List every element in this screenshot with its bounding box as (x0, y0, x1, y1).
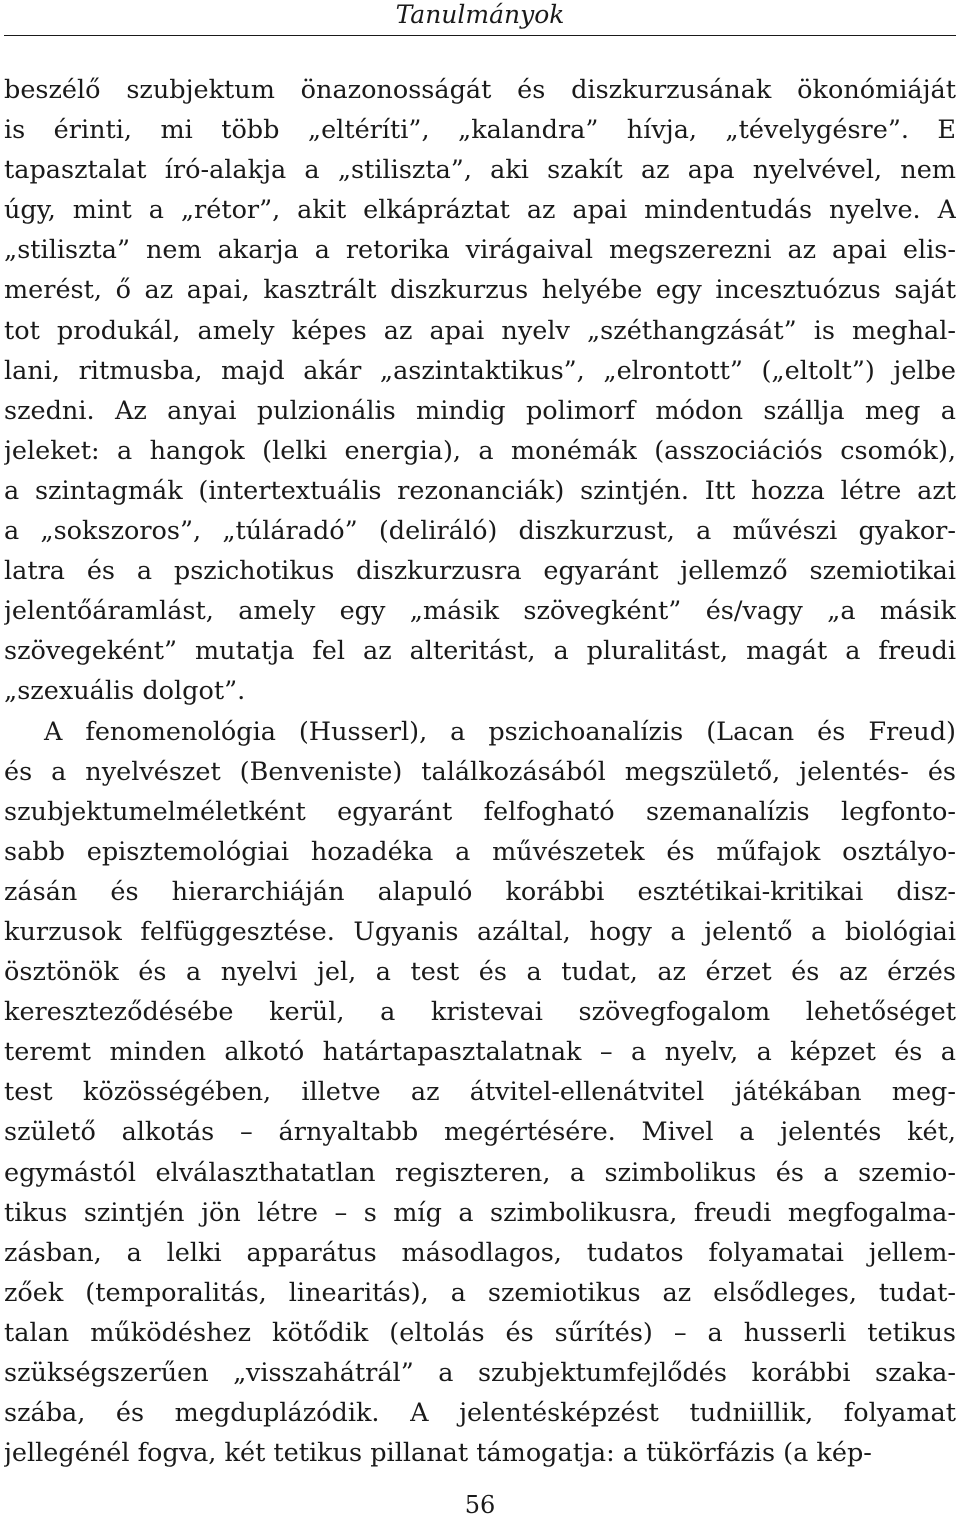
text-line: lani, ritmusba, majd akár „aszintaktikus”, „elrontott” („eltolt”) jelbe (4, 355, 956, 386)
text-line: zőek (temporalitás, linearitás), a szemiotikus az elsődleges, tudat- (4, 1277, 956, 1308)
text-line: egymástól elválaszthatatlan regiszteren, a szimbolikus és a szemio- (4, 1157, 956, 1188)
text-line: ösztönök és a nyelvi jel, a test és a tudat, az érzet és az érzés (4, 957, 956, 988)
text-line: sabb episztemológiai hozadéka a művészetek és műfajok osztályo- (4, 836, 956, 867)
text-line: is érinti, mi több „eltéríti”, „kalandra” hívja, „tévelygésre”. E (4, 115, 956, 146)
text-line: latra és a pszichotikus diszkurzusra egyaránt jellemző szemiotikai (4, 556, 956, 587)
text-line: a „sokszoros”, „túláradó” (deliráló) diszkurzust, a művészi gyakor- (4, 516, 956, 547)
text-line: jeleket: a hangok (lelki energia), a monémák (asszociációs csomók), (4, 435, 956, 466)
text-line: a szintagmák (intertextuális rezonanciák) szintjén. Itt hozza létre azt (4, 475, 956, 506)
page-number: 56 (464, 1491, 496, 1519)
text-line: születő alkotás – árnyaltabb megértésére. Mivel a jelentés két, (4, 1117, 956, 1148)
running-head: Tanulmányok (395, 0, 565, 29)
text-line: szubjektumelméletként egyaránt felfogható szemanalízis legfonto- (4, 796, 956, 827)
paragraph (4, 712, 956, 1474)
text-line: beszélő szubjektum önazonosságát és diszkurzusának ökonómiáját (4, 75, 956, 105)
text-line: szövegeként” mutatja fel az alteritást, a pluralitást, magát a freudi (4, 636, 956, 667)
text-line: szába, és megduplázódik. A jelentésképzést tudniillik, folyamat (4, 1398, 956, 1429)
text-line: zásban, a lelki apparátus másodlagos, tudatos folyamatai jellem- (4, 1237, 956, 1268)
text-line: A fenomenológia (Husserl), a pszichoanalízis (Lacan és Freud) (44, 716, 956, 747)
paragraph (4, 70, 956, 712)
text-line: jelentőáramlást, amely egy „másik szövegként” és/vagy „a másik (4, 596, 956, 627)
text-line: zásán és hierarchiáján alapuló korábbi esztétikai-kritikai disz- (4, 876, 956, 907)
header-rule (4, 35, 956, 36)
text-line: úgy, mint a „rétor”, akit elkápráztat az apai mindentudás nyelve. A (4, 195, 956, 226)
text-line: tapasztalat író-alakja a „stiliszta”, aki szakít az apa nyelvével, nem (4, 155, 956, 186)
text-line: szedni. Az anyai pulzionális mindig polimorf módon szállja meg a (4, 395, 956, 426)
text-line: kereszteződésébe kerül, a kristevai szövegfogalom lehetőséget (4, 997, 956, 1028)
text-line: teremt minden alkotó határtapasztalatnak – a nyelv, a képzet és a (4, 1037, 956, 1068)
text-line: kurzusok felfüggesztése. Ugyanis azáltal, hogy a jelentő a biológiai (4, 916, 956, 947)
text-line: tot produkál, amely képes az apai nyelv „széthangzását” is meghal- (4, 315, 956, 346)
text-line: talan működéshez kötődik (eltolás és sűrítés) – a husserli tetikus (4, 1317, 956, 1348)
text-line: „stiliszta” nem akarja a retorika virágaival megszerezni az apai elis- (4, 235, 956, 266)
text-line: tikus szintjén jön létre – s míg a szimbolikusra, freudi megfogalma- (4, 1197, 956, 1228)
text-line: szükségszerűen „visszahátrál” a szubjektumfejlődés korábbi szaka- (4, 1358, 956, 1388)
text-line: „szexuális dolgot”. (4, 676, 246, 707)
text-line: test közösségében, illetve az átvitel-ellenátvitel játékában meg- (4, 1077, 956, 1108)
text-line: merést, ő az apai, kasztrált diszkurzus helyébe egy incesztuózus saját (4, 275, 956, 306)
text-line: jellegénél fogva, két tetikus pillanat támogatja: a tükörfázis (a kép- (4, 1438, 872, 1469)
text-line: és a nyelvészet (Benveniste) találkozásából megszülető, jelentés- és (4, 756, 956, 787)
body-text (4, 70, 956, 1473)
